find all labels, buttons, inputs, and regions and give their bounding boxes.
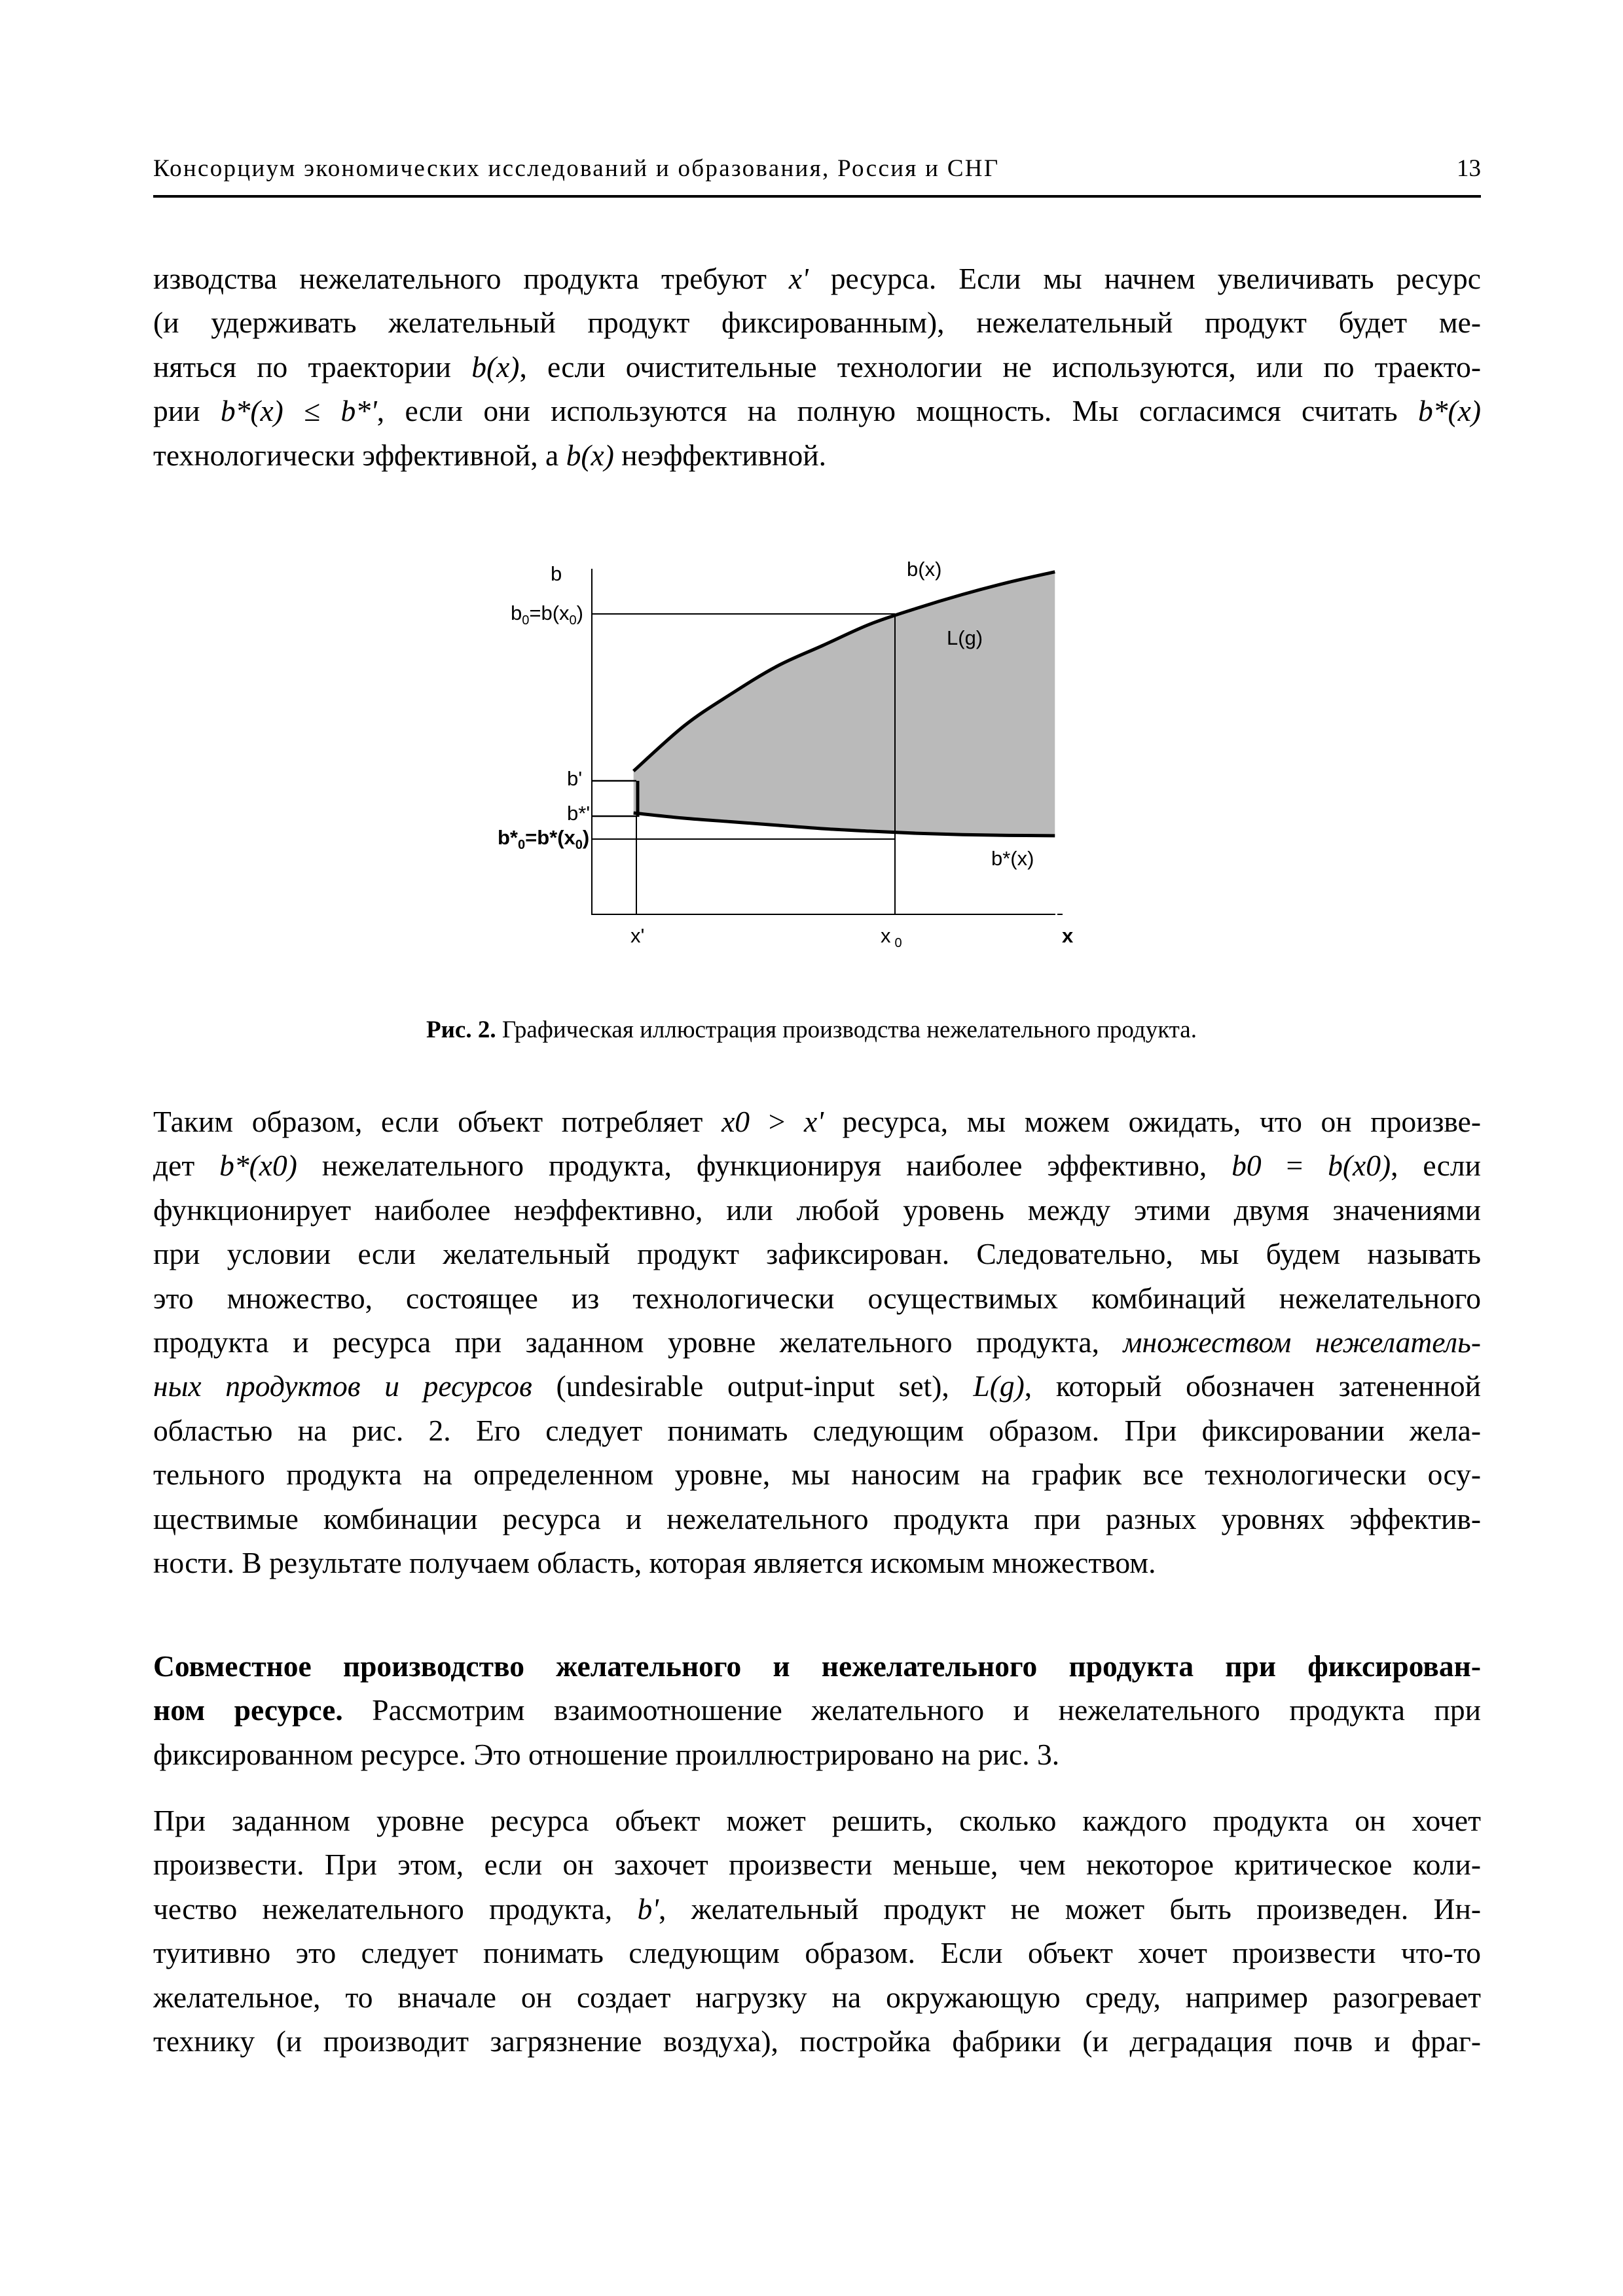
section-heading: Совместное производство желательного и нежелательного продукта при фиксирован- [153,1649,1481,1683]
b-x-curve-label: b(x) [907,558,942,581]
text-line: технику (и производит загрязнение воздуха), постройка фабрики (и деградация почв и фраг- [153,2024,1481,2058]
x-axis-label: x [1062,924,1074,947]
b0-label: $b_0=b(x_0)$ [511,601,583,628]
text-line: (и удерживать желательный продукт фиксированным), нежелательный продукт будет ме- [153,306,1481,340]
text-line: произвести. При этом, если он захочет произвести меньше, чем некоторое критическое коли- [153,1848,1481,1882]
text-line: желательное, то вначале он создает нагрузку на окружающую среду, например разогревает [153,1980,1481,2014]
caption-text: Графическая иллюстрация производства нежелательного продукта. [496,1016,1197,1043]
text-line: туитивно это следует понимать следующим образом. Если объект хочет произвести что-то [153,1936,1481,1970]
b-star-x-curve-label: b*(x) [991,847,1034,870]
text-line: это множество, состоящее из технологически осуществимых комбинаций нежелательного [153,1281,1481,1315]
x0-tick-label: x $_0$ [881,924,902,950]
paragraph-3 [153,1799,1481,2063]
text-line: технологически эффективной, а b(x) неэффективной. [153,438,826,472]
paragraph-2 [153,1100,1481,1585]
page-number: 13 [1457,155,1481,182]
text-line: областью на рис. 2. Его следует понимать следующим образом. При фиксировании жела- [153,1413,1481,1447]
journal-title: Консорциум экономических исследований и образования, Россия и СНГ [153,155,1000,182]
text-line: дет b*(x0) нежелательного продукта, функционируя наиболее эффективно, b0 = b(x0), если [153,1149,1481,1183]
text-line: чество нежелательного продукта, b', желательный продукт не может быть произведен. Ин- [153,1892,1481,1926]
x-prime-tick-label: x' [630,924,645,947]
figure-2 [0,0,1623,1008]
text-line: ных продуктов и ресурсов (undesirable output-input set), L(g), который обозначен затененной [153,1369,1481,1403]
figure-caption [0,1016,1623,1044]
caption-label: Рис. 2. [426,1016,496,1043]
text-line: функционирует наиболее неэффективно, или любой уровень между этими двумя значениями [153,1193,1481,1227]
text-line: продукта и ресурса при заданном уровне желательного продукта, множеством нежелатель- [153,1325,1481,1359]
text-line: ном ресурсе. Рассмотрим взаимоотношение желательного и нежелательного продукта при [153,1693,1481,1727]
region-label: L(g) [947,626,983,649]
text-line: При заданном уровне ресурса объект может решить, сколько каждого продукта он хочет [153,1804,1481,1837]
text-line: ществимые комбинации ресурса и нежелательного продукта при разных уровнях эффектив- [153,1501,1481,1535]
text-line: фиксированном ресурсе. Это отношение проиллюстрировано на рис. 3. [153,1737,1060,1771]
text-line: тельного продукта на определенном уровне, мы наносим на график все технологически осу- [153,1458,1481,1492]
text-line: изводства нежелательного продукта требуют x' ресурса. Если мы начнем увеличивать ресурс [153,262,1481,295]
text-line: няться по траектории b(x), если очистительные технологии не используются, или по траекто- [153,350,1481,384]
undesirable-set-region [634,572,1055,836]
text-line: Таким образом, если объект потребляет x0 > x' ресурса, мы можем ожидать, что он произве- [153,1105,1481,1138]
y-axis-label: b [551,562,562,585]
text-line: при условии если желательный продукт зафиксирован. Следовательно, мы будем называть [153,1237,1481,1271]
b-prime-label: b' [567,767,583,790]
b-star-prime-label: b*' [567,802,591,825]
b-star0-label: $b*_0=b*(x_0)$ [498,826,590,852]
text-line: ности. В результате получаем область, которая является искомым множеством. [153,1545,1156,1579]
section-paragraph [153,1644,1481,1776]
text-line: рии b*(x) ≤ b*', если они используются на полную мощность. Мы согласимся считать b*(x) [153,394,1482,428]
